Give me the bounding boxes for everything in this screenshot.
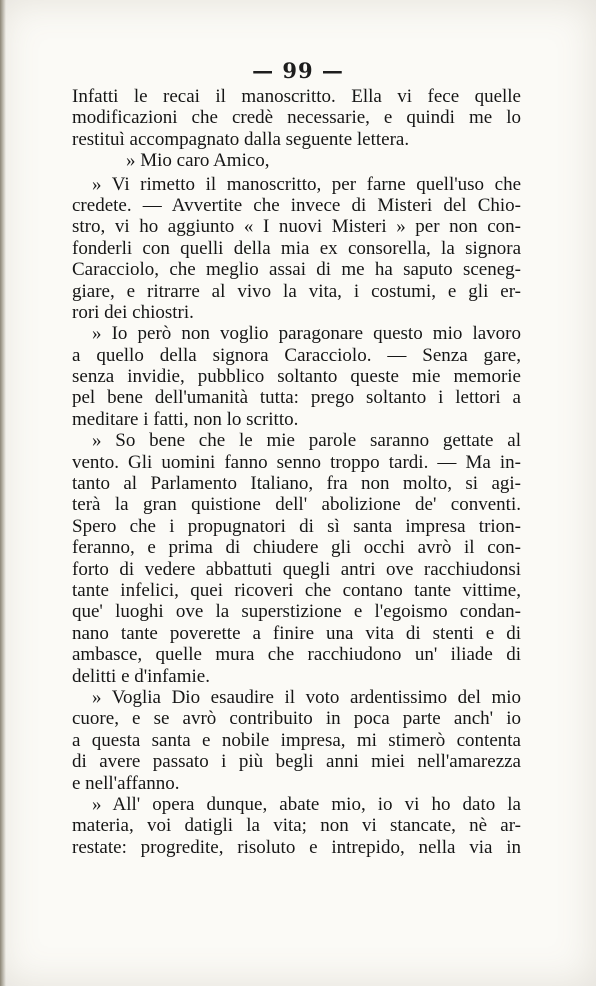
text-line: materia, voi datigli la vita; non vi stancate, nè ar- <box>72 815 521 837</box>
text-line: que' luoghi ove la superstizione e l'egoismo condan- <box>72 601 521 623</box>
text-line: » Mio caro Amico, <box>126 150 270 172</box>
paragraph <box>72 687 521 794</box>
text-line: terà la gran quistione dell' abolizione de' conventi. <box>72 494 521 516</box>
text-line: » Io però non voglio paragonare questo mio lavoro <box>92 323 521 345</box>
text-line: stro, vi ho aggiunto « I nuovi Misteri » per non con- <box>72 216 521 238</box>
text-line: modificazioni che credè necessarie, e quindi me lo <box>72 107 521 129</box>
paragraph <box>72 794 521 858</box>
text-line: tanto al Parlamento Italiano, fra non molto, si agi- <box>72 473 521 495</box>
page-number: — 99 — <box>252 58 344 83</box>
text-line: rori dei chiostri. <box>72 301 194 323</box>
page-binding-shadow <box>0 0 6 986</box>
text-line: delitti e d'infamie. <box>72 665 210 687</box>
text-line: fonderli con quelli della mia ex consorella, la signora <box>72 237 521 259</box>
text-line: meditare i fatti, non lo scritto. <box>72 408 299 430</box>
text-line: restate: progredite, risoluto e intrepido, nella via in <box>72 836 521 858</box>
text-line: » Vi rimetto il manoscritto, per farne quell'uso che <box>92 173 521 195</box>
text-line: di avere passato i più begli anni miei nell'amarezza <box>72 751 521 773</box>
text-line: a questa santa e nobile impresa, mi stimerò contenta <box>72 729 521 751</box>
text-line: Infatti le recai il manoscritto. Ella vi fece quelle <box>72 86 521 107</box>
text-line: a quello della signora Caracciolo. — Senza gare, <box>72 344 521 366</box>
paragraph <box>72 86 521 150</box>
text-line: pel bene dell'umanità tutta: prego soltanto i lettori a <box>72 387 521 409</box>
text-line: Spero che i propugnatori di sì santa impresa trion- <box>72 515 521 537</box>
paragraph <box>72 174 521 324</box>
text-line: forto di vedere abbattuti quegli antri ove racchiudonsi <box>72 558 521 580</box>
text-line: senza invidie, pubblico soltanto queste mie memorie <box>72 366 521 388</box>
text-line: » So bene che le mie parole saranno gettate al <box>92 430 521 452</box>
body-text <box>72 86 521 858</box>
text-line: feranno, e prima di chiudere gli occhi avrò il con- <box>72 537 521 559</box>
text-line: » All' opera dunque, abate mio, io vi ho dato la <box>92 793 521 815</box>
salutation <box>72 150 521 171</box>
text-line: Caracciolo, che meglio assai di me ha saputo sceneg- <box>72 259 521 281</box>
text-line: tante infelici, quei ricoveri che contano tante vittime, <box>72 579 521 601</box>
text-line: e nell'affanno. <box>72 772 180 794</box>
text-line: giare, e ritrarre al vivo la vita, i costumi, e gli er- <box>72 280 521 302</box>
paragraph <box>72 430 521 687</box>
text-line: restituì accompagnato dalla seguente lettera. <box>72 128 410 150</box>
text-line: ambasce, quelle mura che racchiudono un' iliade di <box>72 644 521 666</box>
paragraph <box>72 323 521 430</box>
text-line: vento. Gli uomini fanno senno troppo tardi. — Ma in- <box>72 451 521 473</box>
text-line: credete. — Avvertite che invece di Misteri del Chio- <box>72 194 521 216</box>
text-line: » Voglia Dio esaudire il voto ardentissimo del mio <box>92 686 521 708</box>
text-line: cuore, e se avrò contribuito in poca parte anch' io <box>72 708 521 730</box>
text-line: nano tante poverette a finire una vita di stenti e di <box>72 622 521 644</box>
